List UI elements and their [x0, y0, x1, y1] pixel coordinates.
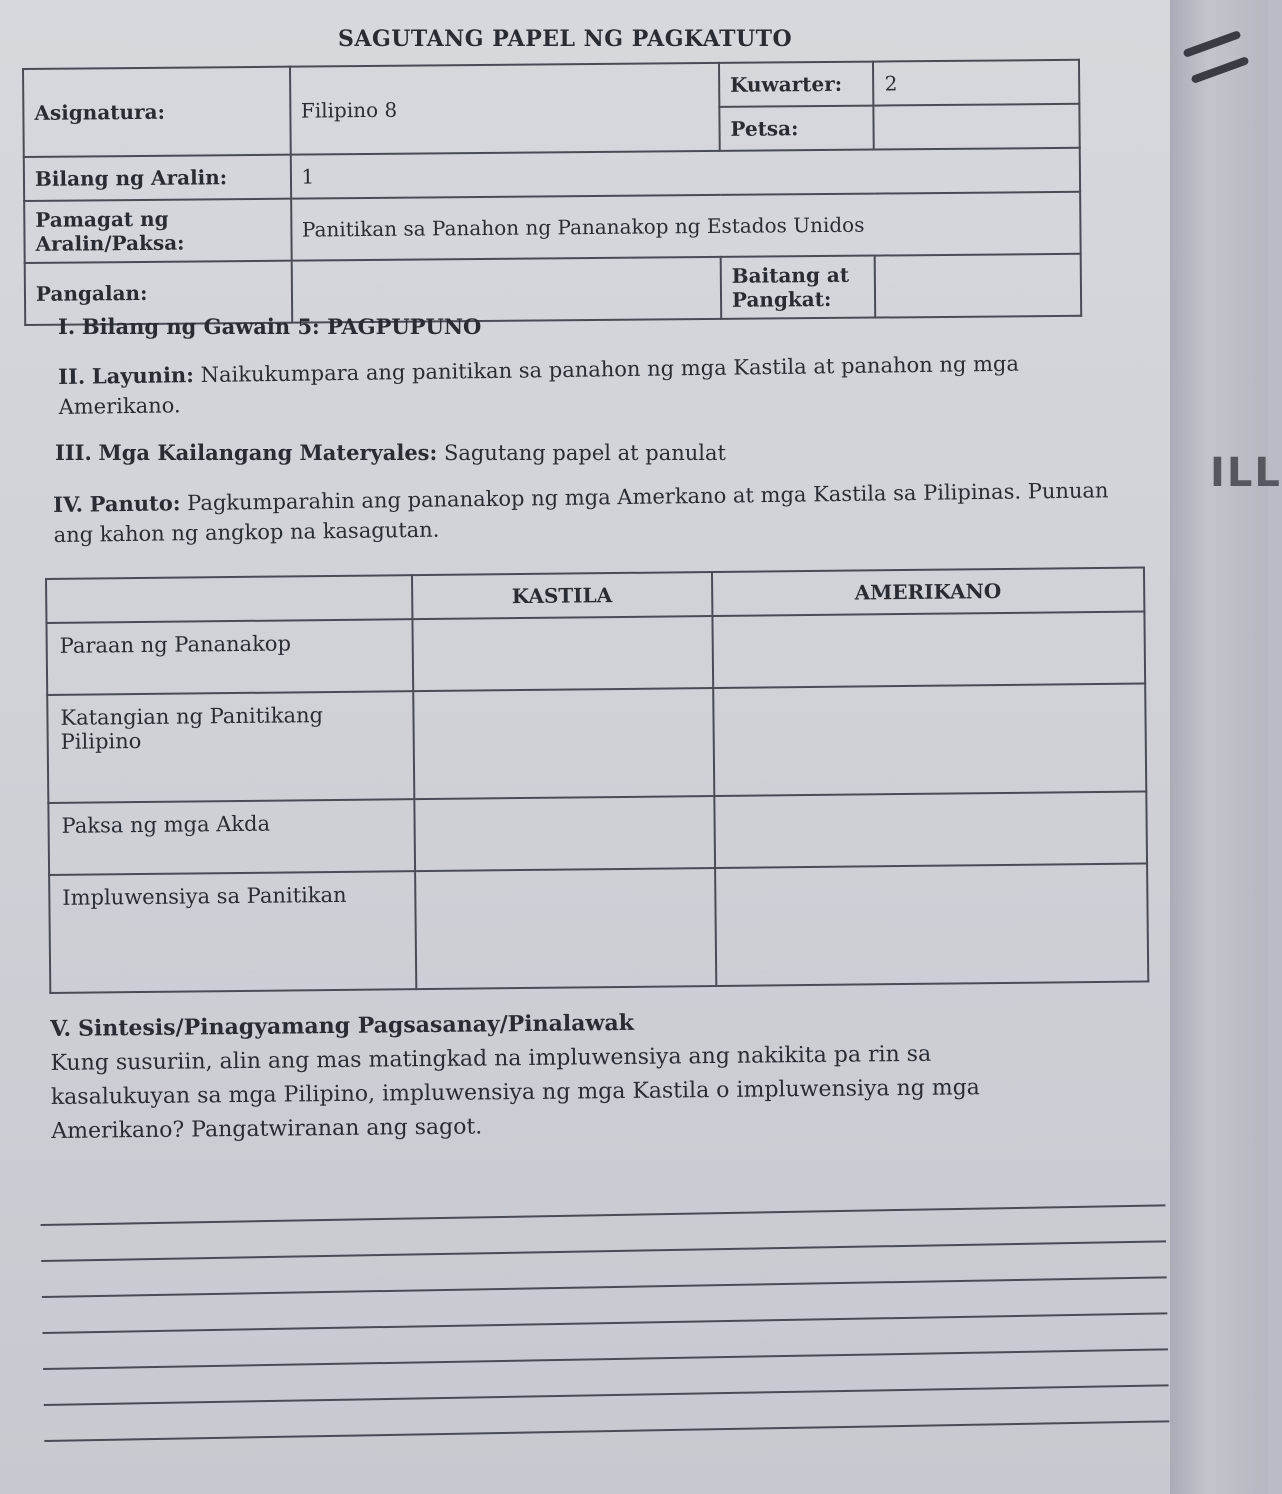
section-1 [58, 312, 1108, 342]
section-5-number: V. [50, 1015, 72, 1042]
section-4-label: Panuto: [89, 490, 181, 517]
section-2 [58, 347, 1109, 422]
comparison-table [45, 566, 1149, 993]
header-info-table [22, 59, 1082, 326]
section-3-label: Mga Kailangang Materyales: [98, 440, 438, 465]
answer-cell-kastila-1[interactable] [412, 616, 712, 691]
edge-text: ILL [1210, 450, 1282, 496]
bilang-value[interactable]: 1 [290, 148, 1080, 199]
answer-cell-amerikano-3[interactable] [714, 791, 1147, 868]
col-header-kastila: KASTILA [412, 572, 712, 619]
section-2-number: II. [58, 363, 86, 389]
section-2-text: Naikukumpara ang panitikan sa panahon ng mga Kastila at panahon ng mga Amerikano. [58, 351, 1020, 419]
section-3-number: III. [55, 440, 92, 465]
kuwarter-value[interactable]: 2 [873, 60, 1079, 106]
asignatura-value: Filipino 8 [290, 63, 720, 155]
section-3-text: Sagutang papel at panulat [443, 441, 726, 465]
answer-cell-kastila-2[interactable] [413, 688, 714, 799]
answer-cell-amerikano-1[interactable] [712, 611, 1145, 688]
answer-lines[interactable] [40, 1170, 1169, 1442]
answer-cell-kastila-4[interactable] [415, 868, 716, 989]
section-5 [50, 1002, 1051, 1149]
answer-cell-amerikano-4[interactable] [715, 863, 1149, 986]
baitang-label: Baitang at Pangkat: [721, 256, 876, 319]
baitang-value[interactable] [875, 254, 1081, 318]
answer-cell-amerikano-2[interactable] [713, 683, 1147, 796]
petsa-value[interactable] [874, 104, 1080, 150]
row-label-impluwensiya: Impluwensiya sa Panitikan [49, 871, 416, 993]
section-1-number: I. [58, 314, 76, 339]
section-4-text: Pagkumparahin ang pananakop ng mga Amerkano at mga Kastila sa Pilipinas. Punuan ang kahon ng angkop na kasagutan. [53, 478, 1109, 547]
row-label-paksa: Paksa ng mga Akda [48, 799, 415, 875]
answer-cell-kastila-3[interactable] [414, 796, 714, 871]
pangalan-label: Pangalan: [25, 261, 292, 325]
section-4 [53, 475, 1114, 550]
kuwarter-label: Kuwarter: [719, 62, 874, 107]
sheet-title: SAGUTANG PAPEL NG PAGKATUTO [338, 26, 793, 52]
pamagat-value: Panitikan sa Panahon ng Pananakop ng Estados Unidos [291, 192, 1081, 261]
section-5-label: Sintesis/Pinagyamang Pagsasanay/Pinalawak [77, 1009, 635, 1042]
section-4-number: IV. [53, 491, 84, 517]
pamagat-label: Pamagat ng Aralin/Paksa: [24, 199, 291, 263]
petsa-label: Petsa: [719, 106, 874, 151]
section-3 [55, 438, 1105, 468]
asignatura-label: Asignatura: [23, 67, 290, 157]
section-1-label: Bilang ng Gawain 5: PAGPUPUNO [81, 314, 482, 339]
background-edge [1170, 0, 1282, 1494]
section-5-text: Kung susuriin, alin ang mas matingkad na impluwensiya ang nakikita pa rin sa kasalukuyan sa mga Pilipino, impluwensiya ng mga Kastila o impluwensiya ng mga Amerikano? Pangatwiranan ang sagot. [50, 1041, 980, 1144]
row-label-paraan: Paraan ng Pananakop [46, 619, 413, 695]
empty-header-cell [46, 575, 412, 623]
pen-mark [1190, 56, 1249, 84]
row-label-katangian: Katangian ng Panitikang Pilipino [47, 691, 414, 803]
col-header-amerikano: AMERIKANO [712, 567, 1145, 616]
pen-mark [1182, 30, 1241, 58]
section-2-label: Layunin: [91, 362, 195, 389]
bilang-label: Bilang ng Aralin: [24, 155, 291, 201]
